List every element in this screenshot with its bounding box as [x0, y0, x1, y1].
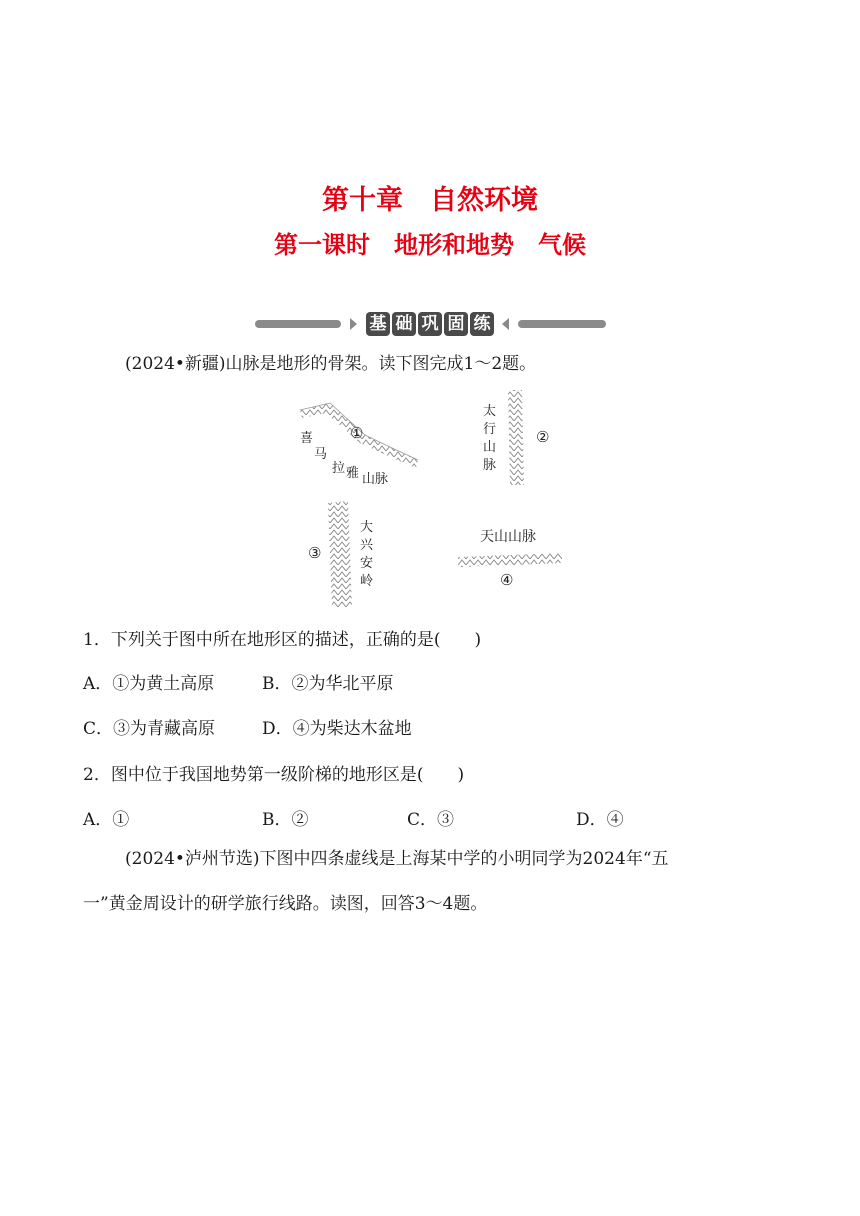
himalaya-char: 雅 — [346, 466, 360, 481]
himalaya-char: 马 — [314, 447, 328, 462]
daxinganling-char: 安 — [360, 556, 374, 571]
q1-option-c: C．③为青藏高原 — [83, 719, 216, 739]
daxinganling-char: 兴 — [360, 538, 374, 553]
banner-left-bar — [255, 320, 341, 328]
tianshan-range-icon — [458, 553, 562, 567]
banner-right-arrow-icon — [502, 318, 509, 330]
taihang-char: 行 — [483, 422, 497, 437]
taihang-char: 脉 — [483, 458, 497, 473]
intro-paragraph-1: (2024•新疆)山脉是地形的骨架。读下图完成1～2题。 — [125, 354, 537, 374]
himalaya-char: 拉 — [332, 461, 346, 476]
lesson-title: 第一课时 地形和地势 气候 — [274, 231, 586, 259]
marker-3: ③ — [308, 544, 322, 562]
marker-1: ① — [350, 424, 364, 442]
banner-char: 础 — [392, 312, 416, 336]
daxinganling-char: 大 — [360, 520, 374, 535]
intro-paragraph-2-line-2: 一”黄金周设计的研学旅行线路。读图，回答3～4题。 — [83, 894, 488, 914]
himalaya-char: 山脉 — [362, 472, 389, 487]
q2-option-d: D．④ — [576, 810, 624, 830]
banner-left-arrow-icon — [350, 318, 357, 330]
daxinganling-range-icon — [328, 501, 352, 607]
banner-char: 巩 — [418, 312, 442, 336]
q1-option-d: D．④为柴达木盆地 — [262, 719, 412, 739]
mountain-figure — [290, 385, 580, 615]
q2-option-a: A．① — [83, 810, 130, 830]
daxinganling-char: 岭 — [360, 574, 374, 589]
question-2-stem: 2．图中位于我国地势第一级阶梯的地形区是( ) — [83, 765, 465, 785]
banner-char: 基 — [366, 312, 390, 336]
q1-option-b: B．②为华北平原 — [262, 674, 394, 694]
chapter-title: 第十章 自然环境 — [322, 185, 538, 216]
section-banner — [366, 312, 494, 336]
banner-char: 练 — [470, 312, 494, 336]
taihang-char: 太 — [483, 404, 497, 419]
taihang-range-icon — [508, 390, 524, 485]
q2-option-b: B．② — [262, 810, 309, 830]
q2-option-c: C．③ — [407, 810, 455, 830]
marker-4: ④ — [500, 571, 514, 589]
taihang-char: 山 — [483, 440, 497, 455]
intro-paragraph-2-line-1: (2024•泸州节选)下图中四条虚线是上海某中学的小明同学为2024年“五 — [125, 849, 669, 869]
marker-2: ② — [536, 428, 550, 446]
tianshan-label: 天山山脉 — [480, 529, 536, 545]
himalaya-char: 喜 — [300, 431, 314, 446]
banner-char: 固 — [444, 312, 468, 336]
question-1-stem: 1．下列关于图中所在地形区的描述，正确的是( ) — [83, 630, 482, 650]
banner-right-bar — [518, 320, 606, 328]
q1-option-a: A．①为黄土高原 — [83, 674, 215, 694]
